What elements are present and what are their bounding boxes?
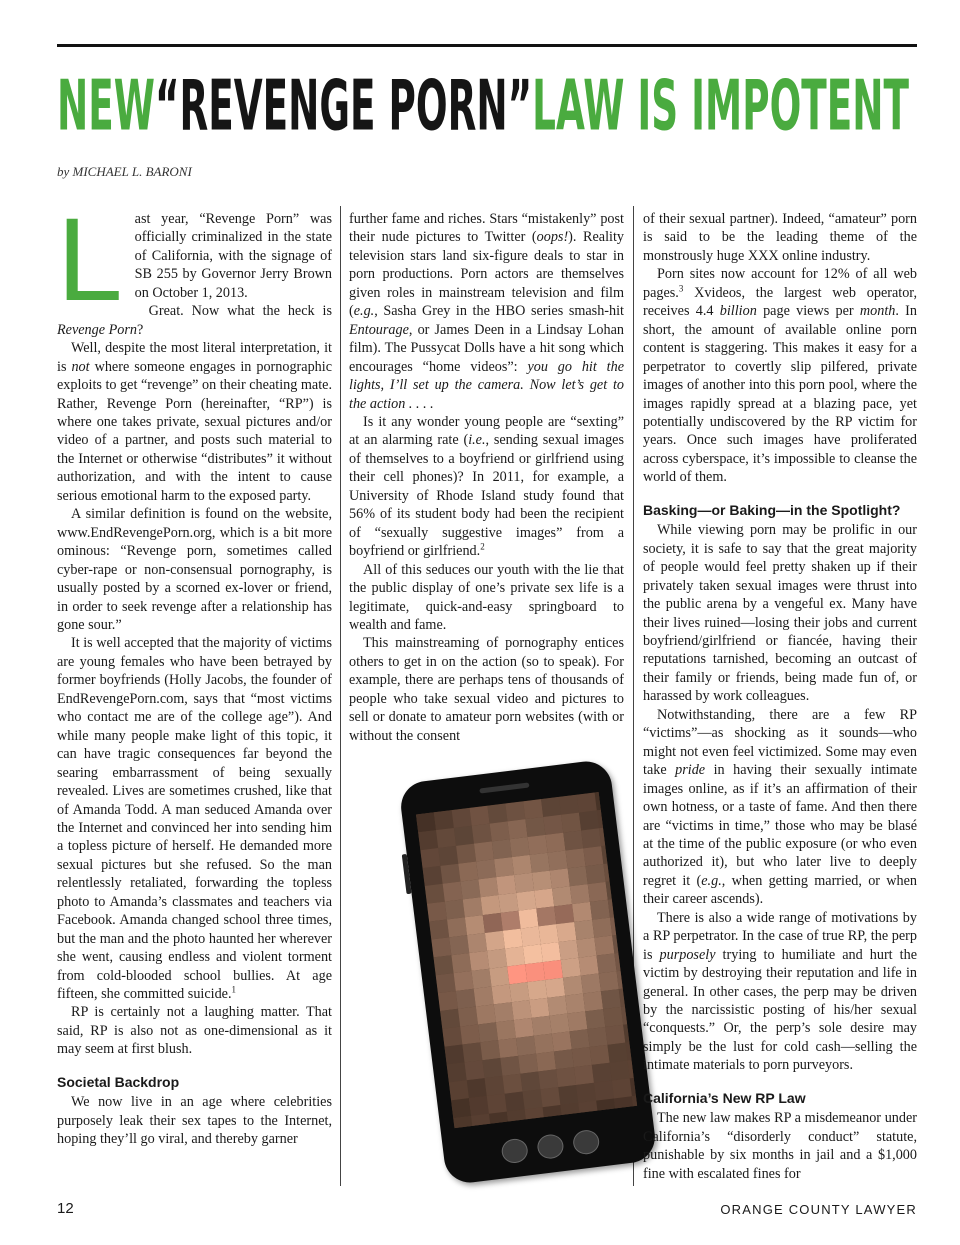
mosaic-pixel xyxy=(516,891,536,911)
mosaic-pixel xyxy=(463,897,483,917)
mosaic-pixel xyxy=(532,871,552,891)
mosaic-pixel xyxy=(440,1009,460,1029)
emphasis: oops! xyxy=(536,229,569,246)
mosaic-pixel xyxy=(514,1018,534,1038)
mosaic-pixel xyxy=(567,1011,587,1031)
mosaic-pixel xyxy=(503,929,523,949)
mosaic-pixel xyxy=(447,917,467,937)
mosaic-pixel xyxy=(451,953,471,973)
mosaic-pixel xyxy=(617,969,637,989)
emphasis: not xyxy=(71,358,90,375)
mosaic-pixel xyxy=(586,864,606,884)
paragraph: of their sexual partner). Indeed, “amateur” porn is said to be the leading theme of the monstrously huge XXX online industry. xyxy=(643,211,917,264)
smartphone-pixelated-photo-icon xyxy=(372,752,624,1204)
mosaic-pixel xyxy=(599,971,619,991)
mosaic-pixel xyxy=(587,1027,607,1047)
emphasis: billion xyxy=(719,303,757,320)
mosaic-pixel xyxy=(549,1014,569,1034)
mosaic-pixel xyxy=(572,902,592,922)
mosaic-pixel xyxy=(612,1078,632,1098)
mosaic-pixel xyxy=(625,1040,637,1060)
mosaic-pixel xyxy=(478,1022,498,1042)
article-column-2 xyxy=(349,210,624,745)
emphasis: Revenge Porn xyxy=(57,321,137,338)
headline-part-law-is-impotent: LAW IS IMPOTENT xyxy=(532,64,909,147)
mosaic-pixel xyxy=(453,1116,473,1128)
emphasis: purposely xyxy=(659,946,716,963)
mosaic-pixel xyxy=(597,953,617,973)
mosaic-pixel xyxy=(507,964,527,984)
text: , when getting married, or when their career ascends). xyxy=(643,872,918,908)
mosaic-pixel xyxy=(538,1069,558,1089)
mosaic-pixel xyxy=(561,813,581,833)
mosaic-pixel xyxy=(623,1023,637,1043)
mosaic-pixel xyxy=(465,915,485,935)
mosaic-pixel xyxy=(518,909,538,929)
publication-name: ORANGE COUNTY LAWYER xyxy=(720,1202,917,1217)
mosaic-pixel xyxy=(505,946,525,966)
mosaic-pixel xyxy=(628,1058,638,1078)
mosaic-pixel xyxy=(438,991,458,1011)
mosaic-pixel xyxy=(458,861,478,881)
mosaic-pixel xyxy=(490,821,510,841)
mosaic-pixel xyxy=(581,828,601,848)
text: page views per xyxy=(756,303,860,320)
section-heading: Societal Backdrop xyxy=(57,1073,180,1090)
mosaic-pixel xyxy=(502,1074,522,1094)
mosaic-pixel xyxy=(560,1103,580,1123)
mosaic-pixel xyxy=(510,837,530,857)
mosaic-pixel xyxy=(545,833,565,853)
headline xyxy=(57,64,927,147)
mosaic-pixel xyxy=(507,1109,527,1128)
mosaic-pixel xyxy=(487,949,507,969)
mosaic-pixel xyxy=(532,1016,552,1036)
mosaic-pixel xyxy=(603,1007,623,1027)
mosaic-pixel xyxy=(529,998,549,1018)
byline: by MICHAEL L. BARONI xyxy=(57,164,192,179)
paragraph: A similar definition is found on the website, www.EndRevengePorn.org, which is a bit more ominous: “Revenge porn, sometimes called cyber-rape or non-consensual pornography, is usually posted by a scorned ex-lover or friend, in order to seek revenge after a relationship has gone sour.” xyxy=(57,506,332,633)
text: Well, despite the most literal interpretation, it is xyxy=(57,340,332,375)
mosaic-pixel xyxy=(578,1101,598,1121)
mosaic-pixel xyxy=(451,1098,471,1118)
paragraph: While viewing porn may be prolific in our society, it is safe to say that the great majority of people would feel pretty shaken up if their privately taken sexual images were thrust into the public arena by a vengeful ex. Many have their lives ruined—losing their jobs and current boyfriend/girlfriend or fiancée, having their reputations tarnished, becoming an outcast of their family or friends, being made fun of, or harassed by work colleagues. xyxy=(643,522,917,705)
text: It is well accepted that the majority of victims are young females who have been betrayed by former boyfriends (Holly Jacobs, the founder of EndRevengePorn.com, says that “most victims who contact me are of the college age”). And while many people make light of this topic, it can have tragic consequences far beyond the searing embarrassment of being sexually revealed. Lives are sometimes crushed, like that of Amanda Todd. A man seduced Amanda over the Internet and convinced her into sending him a topless picture of herself. He demanded more sexual pictures but she refused. So the man relentlessly retaliated, forwarding the topless photo to Amanda’s classmates and teachers via Facebook. Amanda changed school three times, but the man and the photo haunted her wherever she went, causing endless and violent torment from cold-blooded school bullies. At age fifteen, she committed suicide. xyxy=(57,635,332,1003)
mosaic-pixel xyxy=(552,1031,572,1051)
mosaic-pixel xyxy=(579,956,599,976)
mosaic-pixel xyxy=(449,935,469,955)
mosaic-pixel xyxy=(425,884,445,904)
paragraph: This mainstreaming of pornography entices others to get in on the action (so to speak). For example, there are perhaps tens of thousands of people who take sexual video and pictures to sell or donate to amateur porn websites (with or without the consent xyxy=(349,635,624,744)
mosaic-pixel xyxy=(454,826,474,846)
mosaic-pixel xyxy=(454,971,474,991)
mosaic-pixel xyxy=(556,1067,576,1087)
mosaic-pixel xyxy=(559,795,579,815)
mosaic-pixel xyxy=(574,920,594,940)
mosaic-pixel xyxy=(601,844,621,864)
section-heading: California’s New RP Law xyxy=(643,1089,806,1106)
paragraph-text: ast year, “Revenge Porn” was officially criminalized in the state of California, with the signage of SB 255 by Governor Jerry Brown on October 1, 2013. xyxy=(134,211,332,301)
mosaic-pixel xyxy=(552,886,572,906)
text: Great. Now what the heck is xyxy=(148,303,332,320)
text: further fame and riches. Stars “mistakenly” post their nude pictures to Twitter ( xyxy=(349,211,624,246)
mosaic-pixel xyxy=(607,1043,627,1063)
mosaic-pixel xyxy=(443,882,463,902)
mosaic-pixel xyxy=(460,1024,480,1044)
mosaic-pixel xyxy=(418,830,438,850)
mosaic-pixel xyxy=(480,1040,500,1060)
mosaic-pixel xyxy=(469,1096,489,1116)
text: in having their sexually intimate images online, as if it’s an affirmation of their own hotness, or a taste of fame. And then there are “victims in time,” those who may be blasé at the time of the public exposure (or who even authorized it), but who later live to deeply regret it ( xyxy=(643,762,917,889)
mosaic-pixel xyxy=(541,942,561,962)
paragraph xyxy=(57,339,332,505)
mosaic-pixel xyxy=(594,935,614,955)
mosaic-pixel xyxy=(436,973,456,993)
mosaic-pixel xyxy=(599,826,619,846)
mosaic-pixel xyxy=(429,919,449,939)
mosaic-pixel xyxy=(521,926,541,946)
phone-body xyxy=(398,759,658,1186)
top-rule xyxy=(57,44,917,47)
mosaic-pixel xyxy=(431,937,451,957)
mosaic-pixel xyxy=(559,940,579,960)
emphasis: e.g. xyxy=(701,872,722,889)
text: Is it any wonder young people are “sexting” at an alarming rate ( xyxy=(349,413,624,449)
mosaic-pixel xyxy=(527,980,547,1000)
article-column-3 xyxy=(643,210,917,1183)
mosaic-pixel xyxy=(543,960,563,980)
text: ? xyxy=(136,321,144,338)
mosaic-pixel xyxy=(423,866,443,886)
mosaic-pixel xyxy=(470,806,490,826)
mosaic-pixel xyxy=(494,1002,514,1022)
mosaic-pixel xyxy=(487,1094,507,1114)
mosaic-pixel xyxy=(577,793,597,813)
mosaic-pixel xyxy=(471,1114,491,1128)
mosaic-pixel xyxy=(619,987,637,1007)
mosaic-pixel xyxy=(434,810,454,830)
mosaic-pixel xyxy=(576,938,596,958)
mosaic-pixel xyxy=(583,846,603,866)
mosaic-pixel xyxy=(458,1007,478,1027)
pixelated-screen xyxy=(416,792,637,1128)
mosaic-pixel xyxy=(500,1056,520,1076)
mosaic-pixel xyxy=(474,841,494,861)
paragraph xyxy=(643,265,917,486)
mosaic-pixel xyxy=(523,799,543,819)
mosaic-pixel xyxy=(572,1047,592,1067)
mosaic-pixel xyxy=(420,848,440,868)
mosaic-pixel xyxy=(474,987,494,1007)
mosaic-pixel xyxy=(554,904,574,924)
drop-cap: L xyxy=(57,194,123,326)
text: where someone engages in pornographic exploits to get “revenge” on their cheating mate. Rather, Revenge Porn (hereinafter, “RP”) is where one takes private, sexual pictures and/or video of a partner, and posts such material to the Internet or otherwise “distributes” it without authorization, and with the intent to cause serious emotional harm to the exposed party. xyxy=(57,358,332,504)
mosaic-pixel xyxy=(460,879,480,899)
mosaic-pixel xyxy=(595,792,615,810)
text: Porn sites now account for 12% of all web pages. xyxy=(643,266,917,301)
phone-button xyxy=(500,1137,529,1164)
paragraph: We now live in an age where celebrities purposely leak their sex tapes to the Internet, hoping they’ll go viral, and thereby garner xyxy=(57,1094,332,1148)
mosaic-pixel xyxy=(436,828,456,848)
text: , or James Deen in a Lindsay Lohan film). The Pussycat Dolls have a hit song which encourages “home videos”: xyxy=(349,321,624,375)
mosaic-pixel xyxy=(581,973,601,993)
mosaic-pixel xyxy=(574,1065,594,1085)
mosaic-pixel xyxy=(597,808,617,828)
mosaic-pixel xyxy=(442,1027,462,1047)
mosaic-pixel xyxy=(530,853,550,873)
mosaic-pixel xyxy=(449,1080,469,1100)
paragraph xyxy=(643,706,917,909)
mosaic-pixel xyxy=(489,966,509,986)
mosaic-pixel xyxy=(498,893,518,913)
emphasis: month xyxy=(859,303,896,320)
mosaic-pixel xyxy=(605,1025,625,1045)
headline-part-new: NEW xyxy=(57,64,155,147)
mosaic-pixel xyxy=(592,918,612,938)
mosaic-pixel xyxy=(545,978,565,998)
mosaic-pixel xyxy=(548,851,568,871)
mosaic-pixel xyxy=(452,808,472,828)
mosaic-pixel xyxy=(563,830,583,850)
mosaic-pixel xyxy=(592,1063,612,1083)
mosaic-pixel xyxy=(568,866,588,886)
mosaic-pixel xyxy=(487,804,507,824)
mosaic-pixel xyxy=(576,1083,596,1103)
mosaic-pixel xyxy=(541,797,561,817)
mosaic-pixel xyxy=(612,933,632,953)
mosaic-pixel xyxy=(561,958,581,978)
mosaic-pixel xyxy=(588,882,608,902)
mosaic-pixel xyxy=(610,915,630,935)
mosaic-pixel xyxy=(525,1107,545,1127)
mosaic-pixel xyxy=(608,898,628,918)
mosaic-pixel xyxy=(462,1042,482,1062)
mosaic-pixel xyxy=(512,1000,532,1020)
mosaic-pixel xyxy=(520,1071,540,1091)
mosaic-pixel xyxy=(579,810,599,830)
mosaic-pixel xyxy=(525,962,545,982)
text: , sending sexual images of themselves to a boyfriend or girlfriend using their cell phones)? In 2011, for example, a University of Rhode Island study found that 56% of its student body had been the recipient of “sexually suggestive images” from a boyfriend or girlfriend. xyxy=(349,432,624,560)
mosaic-pixel xyxy=(525,817,545,837)
mosaic-pixel xyxy=(485,1076,505,1096)
mosaic-pixel xyxy=(509,982,529,1002)
mosaic-pixel xyxy=(476,859,496,879)
phone-button xyxy=(536,1133,565,1160)
page-number: 12 xyxy=(57,1200,74,1217)
mosaic-pixel xyxy=(440,864,460,884)
phone-button xyxy=(572,1129,601,1156)
mosaic-pixel xyxy=(606,880,626,900)
emphasis: i.e. xyxy=(468,432,486,449)
mosaic-pixel xyxy=(534,1034,554,1054)
mosaic-pixel xyxy=(632,1094,637,1114)
mosaic-pixel xyxy=(505,801,525,821)
mosaic-pixel xyxy=(570,884,590,904)
mosaic-pixel xyxy=(501,911,521,931)
mosaic-pixel xyxy=(492,839,512,859)
text: , Sasha Grey in the HBO series smash-hit xyxy=(374,303,624,320)
mosaic-pixel xyxy=(478,877,498,897)
mosaic-pixel xyxy=(438,846,458,866)
mosaic-pixel xyxy=(585,1009,605,1029)
mosaic-pixel xyxy=(590,900,610,920)
mosaic-pixel xyxy=(444,1045,464,1065)
text: Notwithstanding, there are a few RP “victims”—as shocking as it sounds—who might not even feel victimized. Some may even take xyxy=(643,706,917,779)
mosaic-pixel xyxy=(516,1036,536,1056)
mosaic-pixel xyxy=(601,989,621,1009)
mosaic-pixel xyxy=(481,895,501,915)
headline-part-revenge-porn: “REVENGE PORN” xyxy=(154,64,533,147)
text: . In short, the amount of available online porn content is staggering. This makes it easy for a perpetrator to covertly slip pilfered, private images of another into this porn pool, where the images rapidly spread at a blazing pace, yet potentially undiscovered by the RP victim for years. Once such images have proliferated across cyberspace, it’s impossible to cleanse the world of them. xyxy=(643,303,917,486)
mosaic-pixel xyxy=(610,1061,630,1081)
mosaic-pixel xyxy=(603,862,623,882)
mosaic-pixel xyxy=(471,969,491,989)
mosaic-pixel xyxy=(416,812,436,832)
footnote-ref: 3 xyxy=(678,283,684,294)
mosaic-pixel xyxy=(492,984,512,1004)
mosaic-pixel xyxy=(445,899,465,919)
mosaic-pixel xyxy=(536,1051,556,1071)
side-button xyxy=(402,854,412,894)
mosaic-pixel xyxy=(467,933,487,953)
mosaic-pixel xyxy=(630,1076,637,1096)
mosaic-pixel xyxy=(556,922,576,942)
mosaic-pixel xyxy=(540,1087,560,1107)
mosaic-pixel xyxy=(496,1020,516,1040)
mosaic-pixel xyxy=(558,1085,578,1105)
mosaic-pixel xyxy=(543,815,563,835)
section-heading: Basking—or Baking—in the Spotlight? xyxy=(643,501,901,518)
footnote-ref: 1 xyxy=(231,984,237,995)
mosaic-pixel xyxy=(494,857,514,877)
mosaic-pixel xyxy=(583,991,603,1011)
mosaic-pixel xyxy=(547,996,567,1016)
text: There is also a wide range of motivations by a RP perpetrator. In the case of true RP, the perp is xyxy=(643,909,917,963)
mosaic-pixel xyxy=(483,913,503,933)
mosaic-pixel xyxy=(528,835,548,855)
mosaic-pixel xyxy=(570,1029,590,1049)
mosaic-pixel xyxy=(469,951,489,971)
mosaic-pixel xyxy=(563,976,583,996)
speaker-icon xyxy=(479,782,529,793)
mosaic-pixel xyxy=(543,1105,563,1125)
mosaic-pixel xyxy=(476,1004,496,1024)
mosaic-pixel xyxy=(482,1058,502,1078)
mosaic-pixel xyxy=(523,1089,543,1109)
mosaic-pixel xyxy=(539,924,559,944)
article-column-1 xyxy=(57,194,332,1149)
mosaic-pixel xyxy=(427,902,447,922)
mosaic-pixel xyxy=(550,868,570,888)
text: Xvideos, the largest web operator, receives 4.4 xyxy=(643,284,917,320)
footnote-ref: 2 xyxy=(480,541,485,552)
paragraph: RP is certainly not a laughing matter. That said, RP is also not as one-dimensional as it may seem at first blush. xyxy=(57,1004,332,1058)
paragraph xyxy=(57,634,332,1003)
mosaic-pixel xyxy=(596,1098,616,1118)
emphasis: Entourage xyxy=(349,321,409,338)
emphasis: pride xyxy=(675,762,706,779)
mosaic-pixel xyxy=(523,944,543,964)
mosaic-pixel xyxy=(472,824,492,844)
emphasis: you go hit the lights, I’ll set up the camera. Now let’s get to the action . . . . xyxy=(349,358,624,412)
mosaic-pixel xyxy=(621,1005,637,1025)
mosaic-pixel xyxy=(614,1096,634,1116)
mosaic-pixel xyxy=(485,931,505,951)
mosaic-pixel xyxy=(565,993,585,1013)
column-divider xyxy=(340,206,341,1186)
mosaic-pixel xyxy=(534,888,554,908)
paragraph xyxy=(349,413,624,561)
mosaic-pixel xyxy=(465,1060,485,1080)
mosaic-pixel xyxy=(456,989,476,1009)
mosaic-pixel xyxy=(614,951,634,971)
text: trying to humiliate and hurt the victim by destroying their reputation and life in general. In other cases, the perp may be driven by the narcissistic posting of his/her sexual “conquests.” Or, the perp’s sole desire may simply be the lust for cold cash—selling the intimate materials to porn purveyors. xyxy=(643,946,918,1074)
paragraph: The new law makes RP a misdemeanor under California’s “disorderly conduct” statute, punishable by six months in jail and a $1,000 fine with escalated fines for xyxy=(643,1110,917,1182)
paragraph xyxy=(643,909,917,1075)
mosaic-pixel xyxy=(507,819,527,839)
mosaic-pixel xyxy=(467,1078,487,1098)
mosaic-pixel xyxy=(536,906,556,926)
mosaic-pixel xyxy=(498,1038,518,1058)
paragraph: All of this seduces our youth with the lie that the public display of one’s private sex life is a legitimate, quick-and-easy springboard to wealth and fame. xyxy=(349,561,624,633)
text: ). Reality television stars land six-figure deals to star in porn productions. Porn actors are themselves given roles in mainstream television and film ( xyxy=(349,229,624,320)
mosaic-pixel xyxy=(447,1062,467,1082)
mosaic-pixel xyxy=(434,955,454,975)
emphasis: e.g. xyxy=(353,303,375,320)
mosaic-pixel xyxy=(456,844,476,864)
mosaic-pixel xyxy=(594,1081,614,1101)
mosaic-pixel xyxy=(518,1054,538,1074)
mosaic-pixel xyxy=(590,1045,610,1065)
mosaic-pixel xyxy=(512,855,532,875)
mosaic-pixel xyxy=(489,1112,509,1129)
mosaic-pixel xyxy=(554,1049,574,1069)
mosaic-pixel xyxy=(514,873,534,893)
mosaic-pixel xyxy=(505,1092,525,1112)
paragraph xyxy=(349,210,624,413)
mosaic-pixel xyxy=(565,848,585,868)
mosaic-pixel xyxy=(496,875,516,895)
